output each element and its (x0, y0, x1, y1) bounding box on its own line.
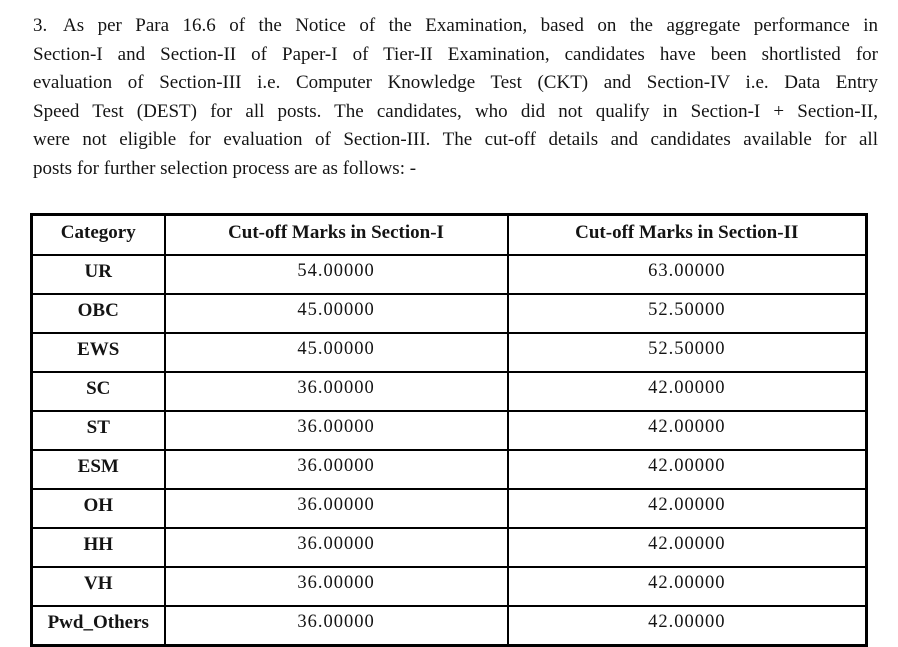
table-row-oh (32, 489, 867, 528)
category-cell: UR (32, 255, 165, 294)
section1-cutoff-cell: 45.00000 (165, 333, 508, 372)
section2-cutoff-cell: 42.00000 (508, 372, 867, 411)
table-row-obc (32, 294, 867, 333)
section2-cutoff-cell: 42.00000 (508, 606, 867, 646)
table-row-st (32, 411, 867, 450)
category-cell: SC (32, 372, 165, 411)
column-header-section1: Cut-off Marks in Section-I (165, 215, 508, 256)
category-cell: ST (32, 411, 165, 450)
table-header-row (32, 215, 867, 256)
section2-cutoff-cell: 42.00000 (508, 489, 867, 528)
section2-cutoff-cell: 42.00000 (508, 411, 867, 450)
category-cell: HH (32, 528, 165, 567)
paragraph-line-1 (33, 12, 878, 41)
category-cell: OH (32, 489, 165, 528)
table-row-hh (32, 528, 867, 567)
table-row-pwd-others (32, 606, 867, 646)
notice-paragraph (33, 12, 878, 183)
paragraph-line-1-text: As per Para 16.6 of the Notice of the Examination, based on the aggregate performance in (63, 15, 878, 36)
section2-cutoff-cell: 42.00000 (508, 450, 867, 489)
paragraph-line-5: were not eligible for evaluation of Section-III. The cut-off details and candidates available for all (33, 129, 878, 150)
table-row-ews (32, 333, 867, 372)
section1-cutoff-cell: 54.00000 (165, 255, 508, 294)
cutoff-marks-table (30, 213, 868, 647)
section1-cutoff-cell: 36.00000 (165, 450, 508, 489)
paragraph-number: 3. (33, 15, 48, 36)
column-header-category: Category (32, 215, 165, 256)
section1-cutoff-cell: 36.00000 (165, 567, 508, 606)
table-row-sc (32, 372, 867, 411)
paragraph-line-3: evaluation of Section-III i.e. Computer Knowledge Test (CKT) and Section-IV i.e. Data Entry (33, 72, 878, 93)
category-cell: VH (32, 567, 165, 606)
section1-cutoff-cell: 36.00000 (165, 528, 508, 567)
section1-cutoff-cell: 36.00000 (165, 489, 508, 528)
category-cell: OBC (32, 294, 165, 333)
section2-cutoff-cell: 52.50000 (508, 294, 867, 333)
section1-cutoff-cell: 45.00000 (165, 294, 508, 333)
section1-cutoff-cell: 36.00000 (165, 411, 508, 450)
category-cell: Pwd_Others (32, 606, 165, 646)
section1-cutoff-cell: 36.00000 (165, 372, 508, 411)
category-cell: EWS (32, 333, 165, 372)
paragraph-line-2: Section-I and Section-II of Paper-I of Tier-II Examination, candidates have been shortlisted for (33, 43, 878, 65)
section2-cutoff-cell: 63.00000 (508, 255, 867, 294)
paragraph-line-4: Speed Test (DEST) for all posts. The candidates, who did not qualify in Section-I + Section-II, (33, 100, 878, 122)
paragraph-line-6: posts for further selection process are as follows: - (33, 157, 417, 179)
column-header-section2: Cut-off Marks in Section-II (508, 215, 867, 256)
section1-cutoff-cell: 36.00000 (165, 606, 508, 646)
section2-cutoff-cell: 42.00000 (508, 567, 867, 606)
section2-cutoff-cell: 52.50000 (508, 333, 867, 372)
table-row-esm (32, 450, 867, 489)
table-row-vh (32, 567, 867, 606)
section2-cutoff-cell: 42.00000 (508, 528, 867, 567)
category-cell: ESM (32, 450, 165, 489)
table-row-ur (32, 255, 867, 294)
